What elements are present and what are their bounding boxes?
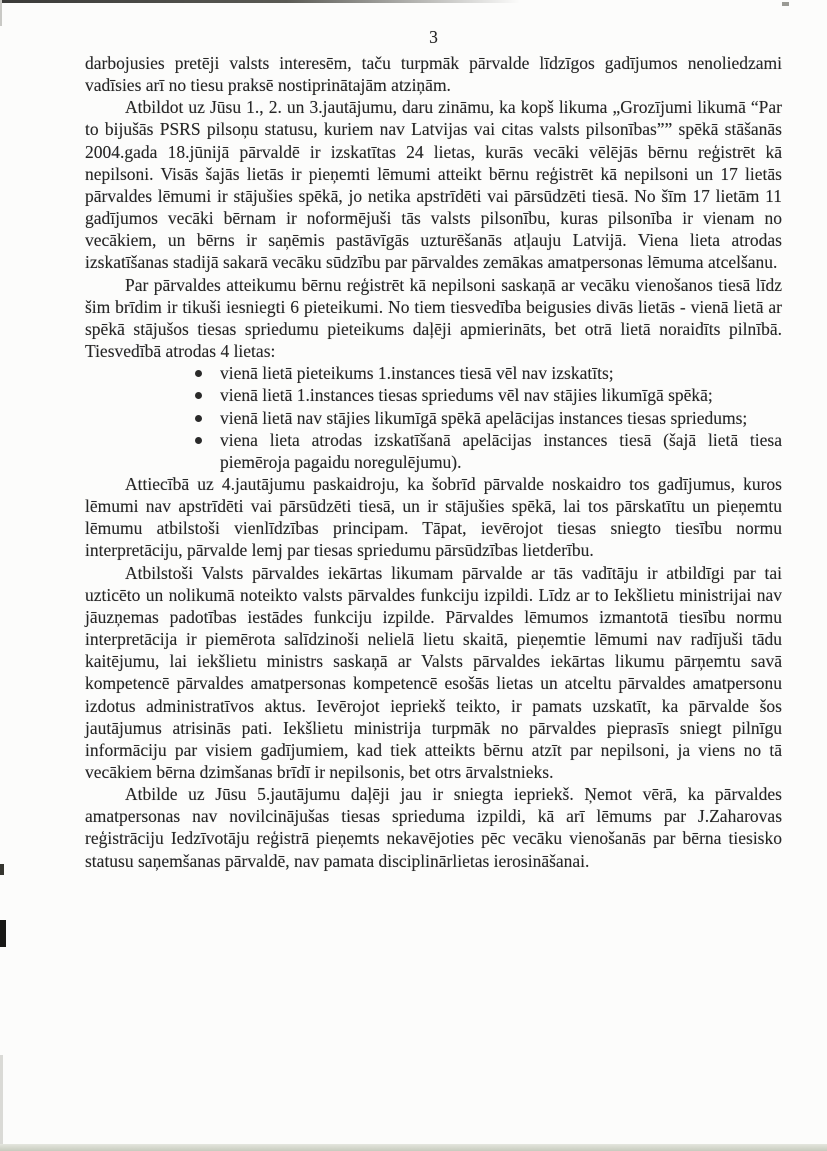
scan-artifact-left-bottom-strip: [0, 1055, 3, 1151]
scan-artifact-left-mark-large: [0, 920, 6, 947]
paragraph-answer-4: Attiecībā uz 4.jautājumu paskaidroju, ka šobrīd pārvalde noskaidro tos gadījumus, kuros lēmumi nav apstrīdēti vai pārsūdzēti tiesā, un ir stājušies spēkā, lai tos pārskatītu un pieņemtu lēmumu atbilstoši vienlīdzības principam. Tāpat, ievērojot tiesas sniegto tiesību normu interpretāciju, pārvalde lemj par tiesas spriedumu pārsūdzības lietderību.: [85, 473, 782, 561]
scan-artifact-bottom-edge: [0, 1144, 827, 1151]
list-item-case-2: vienā lietā 1.instances tiesas spriedums vēl nav stājies likumīgā spēkā;: [220, 384, 782, 406]
document-body: [85, 26, 782, 872]
scan-artifact-top-right-dot: [782, 2, 789, 6]
list-item-case-1: vienā lietā pieteikums 1.instances tiesā vēl nav izskatīts;: [220, 362, 782, 384]
paragraph-answer-1-2-3: Atbildot uz Jūsu 1., 2. un 3.jautājumu, daru zināmu, ka kopš likuma „Grozījumi likumā “Par to bijušās PSRS pilsoņu statusu, kuriem nav Latvijas vai citas valsts pilsonības”” spēkā stāšanās 2004.gada 18.jūnijā pārvaldē ir izskatītas 24 lietas, kurās vecāki vēlējās bērnu reģistrēt kā nepilsoni. Visās šajās lietās ir pieņemti lēmumi atteikt bērnu reģistrēt kā nepilsoni un 17 lietās pārvaldes lēmumi ir stājušies spēkā, jo netika apstrīdēti vai pārsūdzēti tiesā. No šīm 17 lietām 11 gadījumos vecāki bērnam ir noformējuši tās valsts pilsonību, kuras pilsonība ir vienam no vecākiem, un bērns ir saņēmis pastāvīgās uzturēšanās atļauju Latvijā. Viena lieta atrodas izskatīšanas stadijā sakarā vecāku sūdzību par pārvaldes zemākas amatpersonas lēmuma atcelšanu.: [85, 97, 782, 273]
list-item-case-3: vienā lietā nav stājies likumīgā spēkā apelācijas instances tiesas spriedums;: [220, 407, 782, 429]
page-number: 3: [429, 27, 438, 47]
case-status-list: [85, 362, 782, 473]
paragraph-answer-5: Atbilde uz Jūsu 5.jautājumu daļēji jau ir sniegta iepriekš. Ņemot vērā, ka pārvaldes amatpersonas nav novilcinājušas tiesas sprieduma izpildi, kā arī lēmums par J.Zaharovas reģistrāciju Iedzīvotāju reģistrā pieņemts nekavējoties pēc vecāku vienošanās par bērna tiesisko statusu saņemšanas pārvaldē, nav pamata disciplinārlietas ierosināšanai.: [85, 784, 782, 871]
scan-artifact-top-left-line: [0, 0, 2, 26]
paragraph-ministry-oversight: Atbilstoši Valsts pārvaldes iekārtas likumam pārvalde ar tās vadītāju ir atbildīgi par tai uzticēto un nolikumā noteikto valsts pārvaldes funkciju izpildi. Līdz ar to Iekšlietu ministrijai nav jāuzņemas padotības iestādes funkciju izpilde. Pārvaldes lēmumos izmantotā tiesību normu interpretācija ir piemērota salīdzinoši nelielā lietu skaitā, pieņemtie lēmumi nav radījuši tādu kaitējumu, lai iekšlietu ministrs saskaņā ar Valsts pārvaldes iekārtas likumu pārņemtu savā kompetencē pārvaldes amatpersonas kompetencē esošās lietas un atceltu pārvaldes amatpersonu izdotus administratīvos aktus. Ievērojot iepriekš teikto, ir pamats uzskatīt, ka pārvalde šos jautājumus atrisinās pati. Iekšlietu ministrija turpmāk no pārvaldes pieprasīs sniegt pilnīgu informāciju par visiem gadījumiem, kad tiek atteikts bērnu atzīt par nepilsoni, ja viens no tā vecākiem bērna dzimšanas brīdī ir nepilsonis, bet otrs ārvalstnieks.: [85, 562, 782, 782]
list-item-case-4: viena lieta atrodas izskatīšanā apelācijas instances tiesā (šajā lietā tiesa piemēroja pagaidu noregulējumu).: [220, 429, 782, 472]
paragraph-court-petitions: Par pārvaldes atteikumu bērnu reģistrēt kā nepilsoni saskaņā ar vecāku vienošanos tiesā līdz šim brīdim ir tikuši iesniegti 6 pieteikumi. No tiem tiesvedība beigusies divās lietās - vienā lietā ar spēkā stājušos tiesas spriedumu pieteikums daļēji apmierināts, bet otrā lietā noraidīts pilnībā. Tiesvedībā atrodas 4 lietas:: [85, 274, 782, 362]
scan-artifact-top-edge: [0, 0, 520, 3]
scan-artifact-left-mark-small: [0, 864, 4, 875]
paragraph-continuation: darbojusies pretēji valsts interesēm, taču turpmāk pārvalde līdzīgos gadījumos nenoliedzami vadīsies arī no tiesu praksē nostiprinātajām atziņām.: [85, 53, 782, 96]
